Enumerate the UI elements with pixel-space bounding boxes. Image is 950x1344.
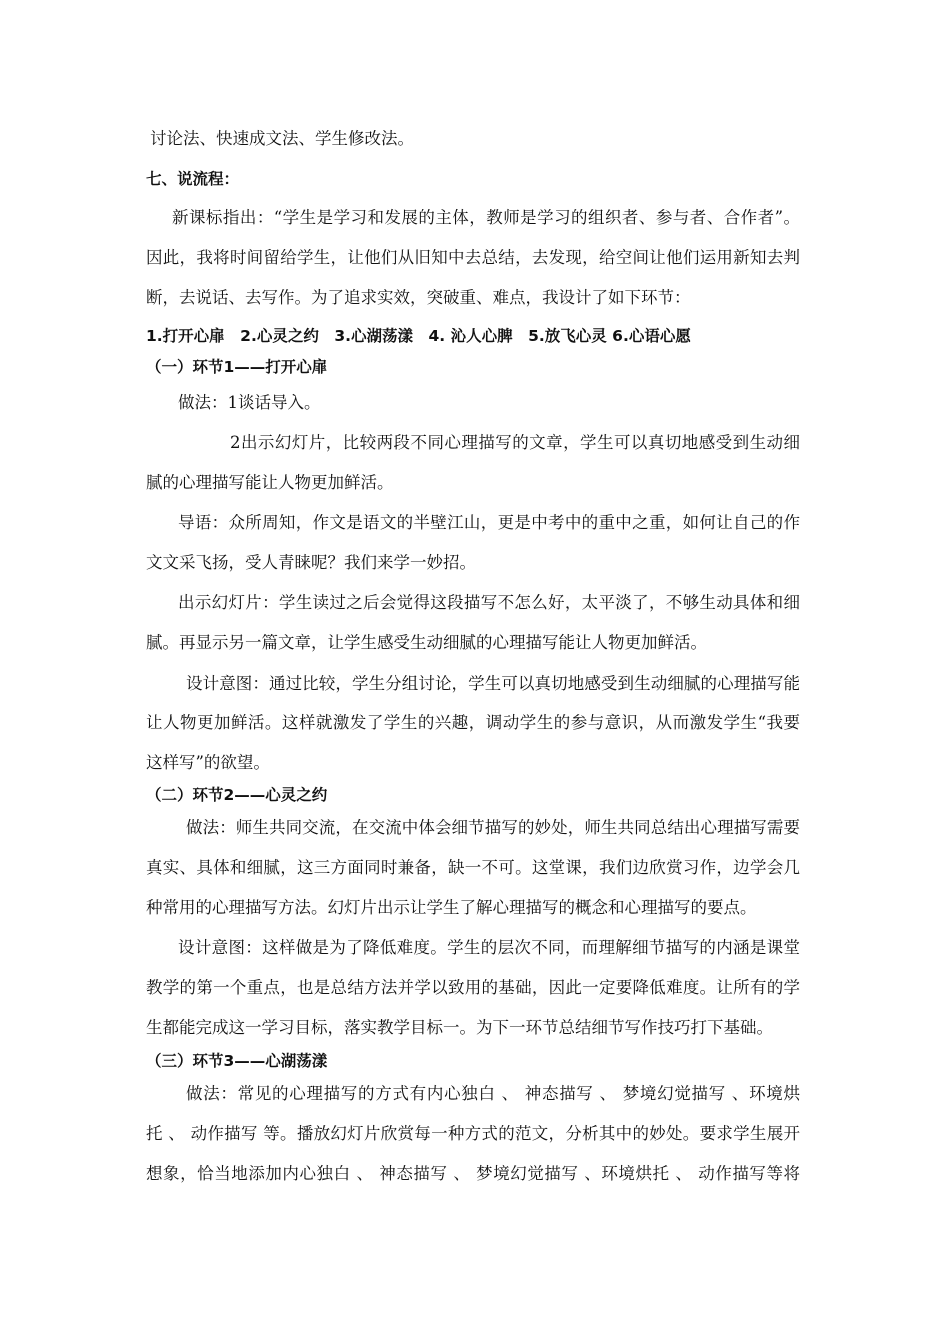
text-line: 教学的第一个重点，也是总结方法并学以致用的基础，因此一定要降低难度。让所有的学 bbox=[146, 978, 800, 997]
text-line: 做法：常见的心理描写的方式有内心独白 、 神态描写 、 梦境幻觉描写 、环境烘 bbox=[186, 1084, 800, 1103]
step-list: 1.打开心扉 2.心灵之约 3.心湖荡漾 4. 沁人心脾 5.放飞心灵 6.心语心愿 bbox=[146, 327, 691, 345]
text-line: 这样写”的欲望。 bbox=[146, 753, 270, 772]
text-line: 腻的心理描写能让人物更加鲜活。 bbox=[146, 473, 394, 492]
text-line: 种常用的心理描写方法。幻灯片出示让学生了解心理描写的概念和心理描写的要点。 bbox=[146, 898, 757, 917]
text-line: 托 、 动作描写 等。播放幻灯片欣赏每一种方式的范文，分析其中的妙处。要求学生展开 bbox=[146, 1124, 800, 1143]
text-line: 设计意图：这样做是为了降低难度。学生的层次不同，而理解细节描写的内涵是课堂 bbox=[178, 938, 800, 957]
text-line: 断，去说话、去写作。为了追求实效，突破重、难点，我设计了如下环节： bbox=[146, 288, 691, 307]
text-line: 因此，我将时间留给学生，让他们从旧知中去总结，去发现，给空间让他们运用新知去判 bbox=[146, 248, 800, 267]
subsection-heading: （二）环节2——心灵之约 bbox=[146, 786, 328, 804]
section-heading: 七、说流程： bbox=[146, 170, 240, 188]
text-line: 2出示幻灯片，比较两段不同心理描写的文章，学生可以真切地感受到生动细 bbox=[230, 433, 800, 452]
text-line: 做法：1谈话导入。 bbox=[178, 393, 321, 412]
text-line: 出示幻灯片：学生读过之后会觉得这段描写不怎么好，太平淡了，不够生动具体和细 bbox=[178, 593, 800, 612]
text-line: 导语：众所周知，作文是语文的半壁江山，更是中考中的重中之重，如何让自己的作 bbox=[178, 513, 800, 532]
text-line: 讨论法、快速成文法、学生修改法。 bbox=[150, 129, 414, 148]
text-line: 设计意图：通过比较，学生分组讨论，学生可以真切地感受到生动细腻的心理描写能 bbox=[186, 674, 800, 693]
text-line: 新课标指出：“学生是学习和发展的主体，教师是学习的组织者、参与者、合作者”。 bbox=[172, 208, 800, 227]
text-line: 文文采飞扬，受人青睐呢？我们来学一妙招。 bbox=[146, 553, 476, 572]
subsection-heading: （一）环节1——打开心扉 bbox=[146, 358, 328, 376]
text-line: 让人物更加鲜活。这样就激发了学生的兴趣，调动学生的参与意识，从而激发学生“我要 bbox=[146, 713, 800, 732]
text-line: 做法：师生共同交流，在交流中体会细节描写的妙处，师生共同总结出心理描写需要 bbox=[186, 818, 800, 837]
text-line: 腻。再显示另一篇文章，让学生感受生动细腻的心理描写能让人物更加鲜活。 bbox=[146, 633, 707, 652]
text-line: 真实、具体和细腻，这三方面同时兼备，缺一不可。这堂课，我们边欣赏习作，边学会几 bbox=[146, 858, 800, 877]
text-line: 生都能完成这一学习目标，落实教学目标一。为下一环节总结细节写作技巧打下基础。 bbox=[146, 1018, 773, 1037]
subsection-heading: （三）环节3——心湖荡漾 bbox=[146, 1052, 328, 1070]
text-line: 想象，恰当地添加内心独白 、 神态描写 、 梦境幻觉描写 、环境烘托 、 动作描写等将 bbox=[146, 1164, 800, 1183]
